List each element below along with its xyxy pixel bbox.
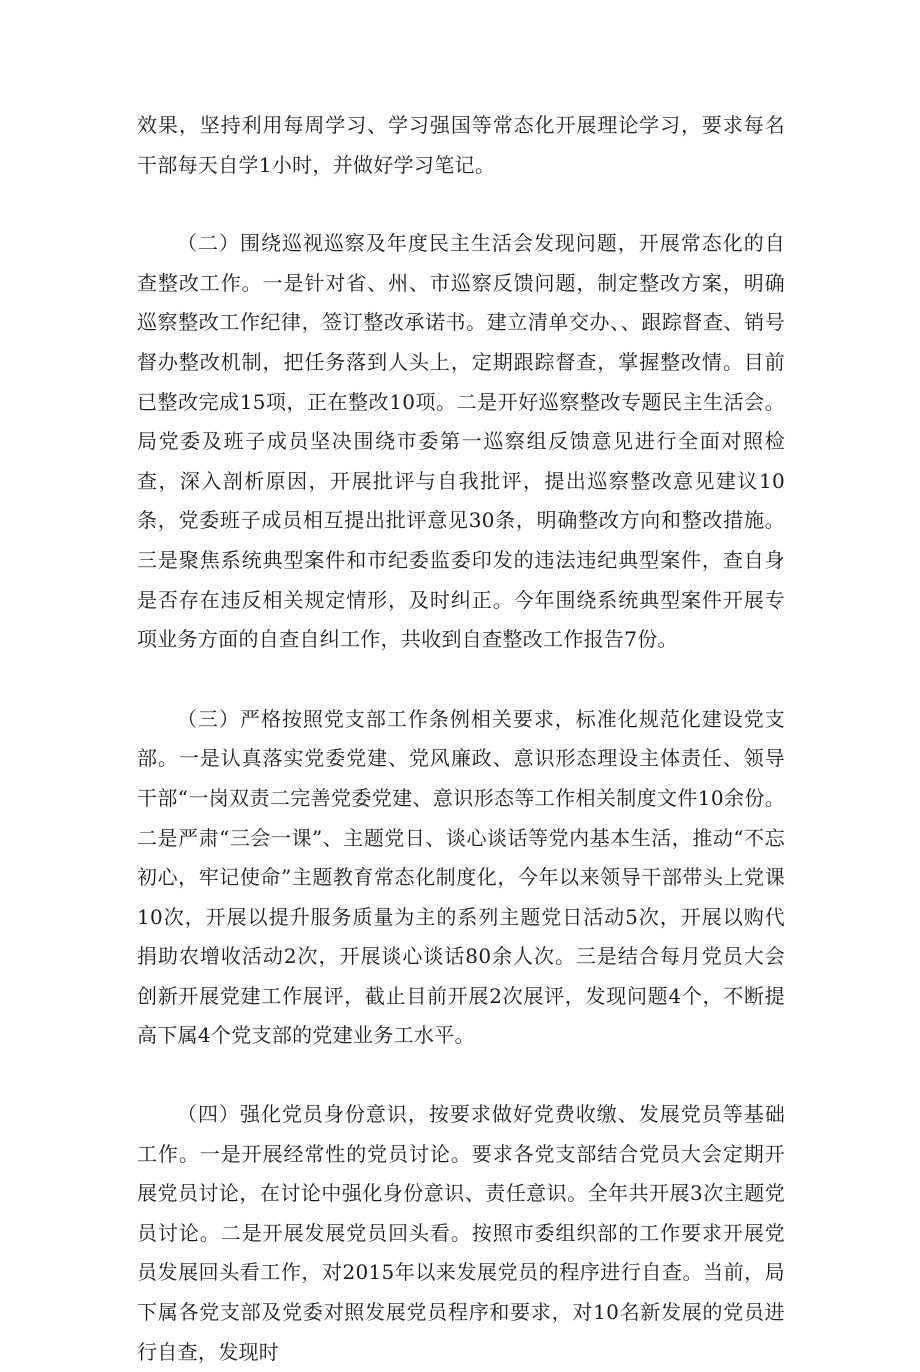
document-body xyxy=(137,106,785,1372)
paragraph-continued: 效果，坚持利用每周学习、学习强国等常态化开展理论学习，要求每名干部每天自学1小时，并做好学习笔记。 xyxy=(137,113,785,177)
paragraph-section-2: （二）围绕巡视巡察及年度民主生活会发现问题，开展常态化的自查整改工作。一是针对省、州、市巡察反馈问题，制定整改方案，明确巡察整改工作纪律，签订整改承诺书。建立清单交办、、跟踪督查、销号督办整改机制，把任务落到人头上，定期跟踪督查，掌握整改情。目前已整改完成15项，正在整改10项。二是开好巡察整改专题民主生活会。局党委及班子成员坚决围绕市委第一巡察组反馈意见进行全面对照检查，深入剖析原因，开展批评与自我批评，提出巡察整改意见建议10条，党委班子成员相互提出批评意见30条，明确整改方向和整改措施。三是聚焦系统典型案件和市纪委监委印发的违法违纪典型案件，查自身是否存在违反相关规定情形，及时纠正。今年围绕系统典型案件开展专项业务方面的自查自纠工作，共收到自查整改工作报告7份。 xyxy=(137,231,785,652)
paragraph-section-4: （四）强化党员身份意识，按要求做好党费收缴、发展党员等基础工作。一是开展经常性的党员讨论。要求各党支部结合党员大会定期开展党员讨论，在讨论中强化身份意识、责任意识。全年共开展3次主题党员讨论。二是开展发展党员回头看。按照市委组织部的工作要求开展党员发展回头看工作，对2015年以来发展党员的程序进行自查。当前，局下属各党支部及党委对照发展党员程序和要求，对10名新发展的党员进行自查，发现时 xyxy=(137,1102,785,1364)
paragraph-section-3: （三）严格按照党支部工作条例相关要求，标准化规范化建设党支部。一是认真落实党委党建、党风廉政、意识形态理设主体责任、领导干部“一岗双责二完善党委党建、意识形态等工作相关制度文件10余份。二是严肃“三会一课”、主题党日、谈心谈话等党内基本生活，推动“不忘初心，牢记使命”主题教育常态化制度化，今年以来领导干部带头上党课10次，开展以提升服务质量为主的系列主题党日活动5次，开展以购代捐助农增收活动2次，开展谈心谈话80余人次。三是结合每月党员大会创新开展党建工作展评，截止目前开展2次展评，发现问题4个，不断提高下属4个党支部的党建业务工水平。 xyxy=(137,706,785,1048)
